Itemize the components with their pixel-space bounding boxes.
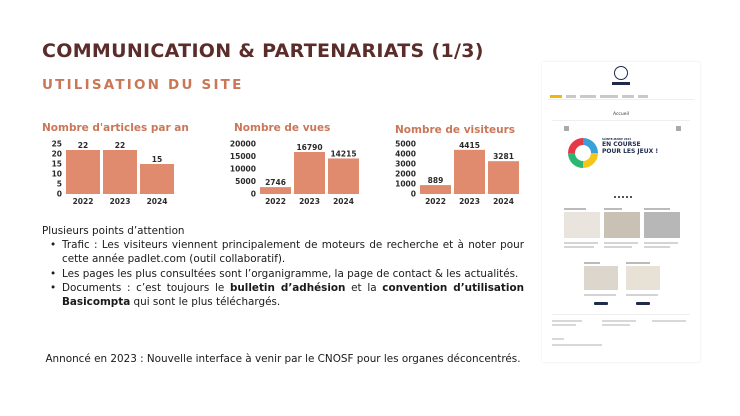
banner-prev-icon [564,126,569,131]
data-label: 15 [151,155,163,164]
card-caption [604,208,622,210]
chart-visitors-title: Nombre de visiteurs [395,124,516,136]
data-label: 3281 [493,152,514,162]
y-tick-label: 15000 [229,152,256,161]
card-caption [644,208,670,210]
slide-title: COMMUNICATION & PARTENARIATS (1/3) [42,40,484,62]
footer-text [602,324,630,326]
y-tick-label: 10000 [229,164,256,174]
x-tick-label: 2022 [265,197,286,206]
site-banner [568,138,676,178]
footer-text [552,320,582,322]
attention-intro: Plusieurs points d’attention [42,225,185,237]
footer-text [652,320,686,322]
attention-points [42,224,524,309]
card-image [626,266,660,290]
read-more-button [594,302,608,305]
chart-articles-title: Nombre d'articles par an [42,122,189,134]
read-more-button [636,302,650,305]
x-tick-label: 2024 [333,197,354,206]
convention-basicompta: convention d’utilisation Basicompta [62,281,524,309]
data-label: 889 [427,176,444,186]
bar-2023 [103,150,137,194]
announcement: Annoncé en 2023 : Nouvelle interface à venir par le CNOSF pour les organes déconcentrés. [45,353,521,365]
site-divider [552,314,690,315]
data-label: 22 [114,141,126,150]
site-nav [548,94,694,100]
y-tick-label: 10 [51,169,62,179]
site-nav-item [638,95,648,98]
bar-2022 [420,185,451,194]
y-tick-label: 0 [410,189,416,199]
site-logo-icon [614,66,628,80]
bullet-documents-post: qui sont le plus téléchargés. [130,296,281,309]
bulletin-adhesion: bulletin d’adhésion [229,281,346,294]
data-label: 4415 [459,140,480,150]
x-tick-label: 2022 [72,197,94,206]
y-tick-label: 5000 [235,177,256,186]
site-nav-item [600,95,618,98]
chart-views [222,138,362,210]
x-tick-label: 2023 [299,197,320,206]
site-nav-item [550,95,562,98]
y-tick-label: 4000 [395,149,416,159]
bullet-traffic: • Trafic : Les visiteurs viennent principalement de moteurs de recherche et à noter pour cette année padlet.com (outil collaboratif). [50,238,524,266]
y-tick-label: 3000 [395,159,416,169]
bar-2024 [488,161,519,194]
data-label: 22 [77,141,89,150]
footer-text [552,338,564,340]
bar-2023 [294,152,325,194]
website-preview [542,62,700,362]
site-nav-item [622,95,634,98]
card-text [564,246,594,248]
footer-text [602,320,636,322]
olympic-rings-icon [568,138,598,168]
site-divider [552,120,690,121]
bar-2024 [328,158,359,194]
chart-articles [42,138,182,210]
banner-title [602,142,658,155]
site-nav-item [566,95,576,98]
bullet-documents-pre: Documents : c’est toujours le [62,281,230,294]
card-image [644,212,680,238]
slide-subtitle: UTILISATION DU SITE [42,77,244,93]
x-tick-label: 2023 [459,197,480,206]
card-text [584,294,616,296]
card-text [626,294,658,296]
chart-views-title: Nombre de vues [234,122,331,134]
y-tick-label: 20000 [229,139,256,149]
bullet-documents [50,281,524,309]
y-tick-label: 2000 [395,169,416,179]
card-caption [626,262,650,264]
attention-list [50,238,524,309]
card-caption [564,208,586,210]
card-image [584,266,618,290]
y-tick-label: 15 [51,159,62,169]
card-image [604,212,640,238]
card-text [604,242,638,244]
card-text [644,246,670,248]
y-tick-label: 25 [51,139,62,149]
x-tick-label: 2024 [493,197,514,206]
y-tick-label: 5 [56,179,62,189]
bullet-documents-mid: et la [345,281,383,294]
data-label: 16790 [296,143,323,153]
card-image [564,212,600,238]
banner-next-icon [676,126,681,131]
y-tick-label: 0 [250,189,256,199]
card-caption [584,262,600,264]
card-text [564,242,598,244]
x-tick-label: 2024 [146,197,168,206]
y-tick-label: 0 [56,189,62,199]
x-tick-label: 2022 [425,197,446,206]
bullet-pages: • Les pages les plus consultées sont l’organigramme, la page de contact & les actualités. [50,267,524,281]
bar-2022 [260,187,291,194]
site-logo-bar [612,82,630,85]
bar-2022 [66,150,100,194]
y-tick-label: 5000 [395,139,416,149]
chart-visitors [390,138,530,210]
y-tick-label: 1000 [395,179,416,189]
banner-line1: EN COURSE [602,141,641,148]
bar-2024 [140,164,174,194]
x-tick-label: 2023 [109,197,131,206]
footer-text [552,344,602,346]
carousel-dots [614,196,634,198]
y-tick-label: 20 [51,149,62,159]
data-label: 2746 [265,178,286,188]
site-page-heading: Accueil [612,112,630,117]
footer-text [552,324,576,326]
bar-2023 [454,150,485,194]
site-nav-item [580,95,596,98]
banner-subtitle: SAINTE-MARIE 2024 [602,138,632,141]
card-text [644,242,678,244]
banner-line2: POUR LES JEUX ! [602,147,659,155]
card-text [604,246,632,248]
data-label: 14215 [330,149,357,159]
